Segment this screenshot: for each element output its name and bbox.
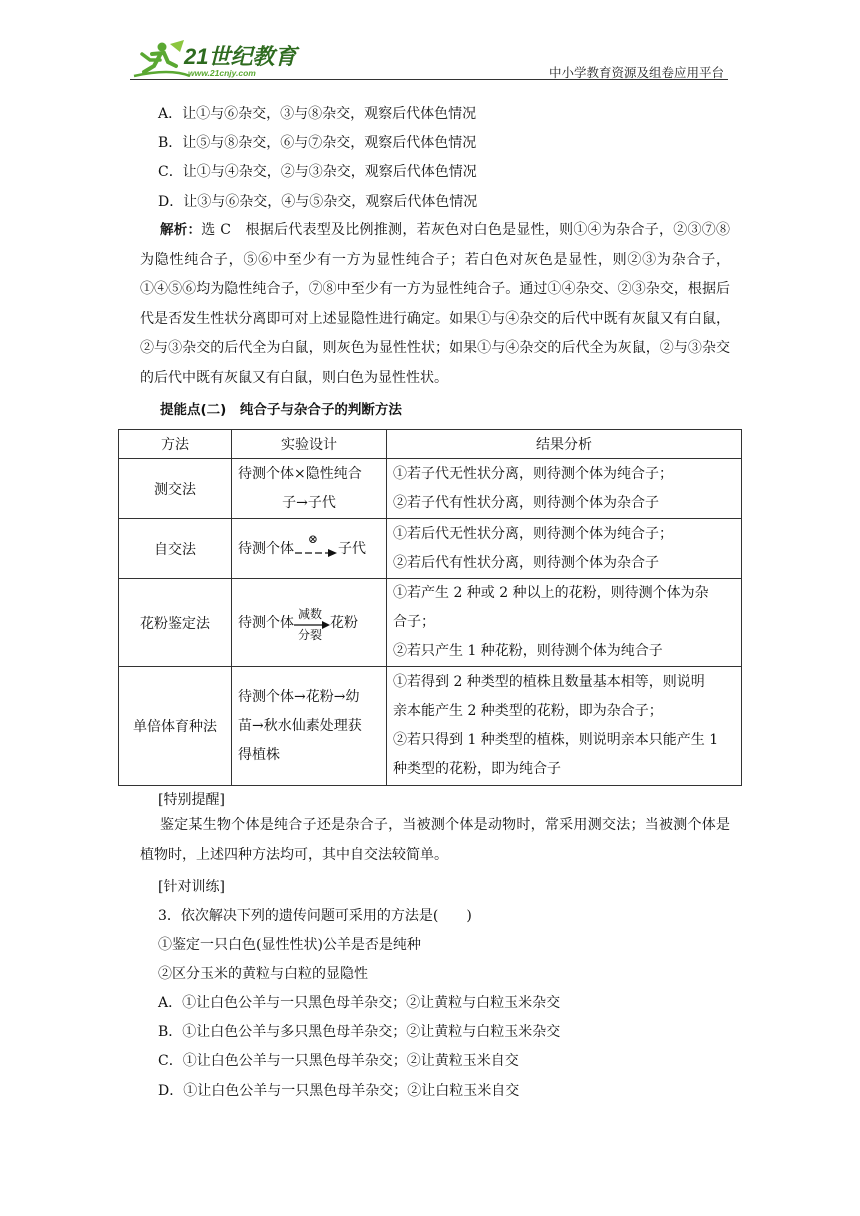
method-table: [118, 429, 742, 786]
selfing-symbol: ⊗: [308, 531, 319, 546]
result-cell: [387, 519, 742, 579]
question3-item-2: ②区分玉米的黄粒与白粒的显隐性: [158, 966, 368, 982]
training-title: [针对训练]: [158, 879, 225, 895]
design-line: 待测个体×隐性纯合: [238, 465, 362, 482]
result-line: 种类型的花粉，即为纯合子: [393, 761, 561, 777]
design-text: 花粉: [330, 614, 358, 631]
meiosis-label-bottom: 分裂: [298, 627, 323, 642]
design-line: 子→子代: [282, 494, 336, 511]
section-title: 提能点(二) 纯合子与杂合子的判断方法: [160, 402, 402, 418]
question3-option-c: C．①让白色公羊与一只黑色母羊杂交；②让黄粒玉米自交: [158, 1053, 519, 1069]
meiosis-arrow: [294, 605, 330, 641]
result-line: 合子；: [393, 614, 435, 630]
analysis-paragraph: [140, 216, 730, 393]
result-cell: [387, 459, 742, 519]
option-b: B．让⑤与⑧杂交，⑥与⑦杂交，观察后代体色情况: [158, 135, 477, 151]
design-text: 待测个体: [238, 540, 294, 557]
header-method: 方法: [119, 430, 232, 459]
logo-url-text: www.21cnjy.com: [188, 68, 256, 78]
design-text: 子代: [338, 540, 366, 557]
result-line: ①若子代无性状分离，则待测个体为纯合子；: [393, 465, 673, 482]
page-header: [130, 38, 728, 82]
method-cell: 自交法: [119, 519, 232, 579]
platform-name: 中小学教育资源及组卷应用平台: [548, 65, 724, 80]
option-c: C．让①与④杂交，②与③杂交，观察后代体色情况: [158, 164, 477, 180]
question3-option-d: D．①让白色公羊与一只黑色母羊杂交；②让白粒玉米自交: [158, 1083, 520, 1099]
design-line: 待测个体→花粉→幼: [238, 688, 360, 705]
table-row: [119, 667, 742, 786]
design-cell: [232, 579, 387, 667]
tip-paragraph: [140, 811, 730, 870]
table-row: [119, 519, 742, 579]
design-line: 得植株: [238, 746, 280, 763]
logo-21cnjy: [130, 38, 300, 82]
table-row: [119, 459, 742, 519]
result-line: ①若后代无性状分离，则待测个体为纯合子；: [393, 525, 673, 542]
result-line: ①若得到 2 种类型的植株且数量基本相等，则说明: [393, 674, 705, 690]
result-line: 亲本能产生 2 种类型的花粉，即为杂合子；: [393, 703, 663, 719]
design-line: 苗→秋水仙素处理获: [238, 717, 362, 734]
result-cell: [387, 579, 742, 667]
result-line: ②若后代有性状分离，则待测个体为杂合子: [393, 554, 659, 571]
design-text: 待测个体: [238, 614, 294, 631]
design-cell: [232, 667, 387, 786]
header-design: 实验设计: [232, 430, 387, 459]
header-result: 结果分析: [387, 430, 742, 459]
question3-stem: 3．依次解决下列的遗传问题可采用的方法是( ): [158, 908, 472, 924]
tip-title: [特别提醒]: [158, 792, 225, 808]
design-cell: [232, 519, 387, 579]
option-d: D．让③与⑥杂交，④与⑤杂交，观察后代体色情况: [158, 194, 478, 210]
result-line: ②若只产生 1 种花粉，则待测个体为纯合子: [393, 643, 663, 659]
question3-item-1: ①鉴定一只白色(显性性状)公羊是否是纯种: [158, 937, 421, 953]
meiosis-label-top: 减数: [298, 606, 323, 621]
method-cell: 单倍体育种法: [119, 667, 232, 786]
analysis-text: 选 C 根据后代表型及比例推测，若灰色对白色是显性，则①④为杂合子，②③⑦⑧为隐性纯合子，⑤⑥中至少有一方为显性纯合子；若白色对灰色是显性，则②③为杂合子，①④⑤⑥均为隐性纯合子，⑦⑧中至少有一方为显性纯合子。通过①④杂交、②③杂交，根据后代是否发生性状分离即可对上述显隐性进行确定。如果①与④杂交的后代中既有灰鼠又有白鼠，②与③杂交的后代全为白鼠，则灰色为显性性状；如果①与④杂交的后代全为灰鼠，②与③杂交的后代中既有灰鼠又有白鼠，则白色为显性性状。: [140, 222, 730, 386]
selfing-arrow: [294, 531, 338, 564]
question3-option-b: B．①让白色公羊与多只黑色母羊杂交；②让黄粒与白粒玉米杂交: [158, 1024, 561, 1040]
logo-text: 21世纪教育: [184, 44, 297, 69]
question3-option-a: A．①让白色公羊与一只黑色母羊杂交；②让黄粒与白粒玉米杂交: [158, 995, 561, 1011]
table-row: [119, 579, 742, 667]
method-cell: 测交法: [119, 459, 232, 519]
table-header-row: [119, 430, 742, 459]
result-line: ②若只得到 1 种类型的植株，则说明亲本只能产生 1: [393, 732, 719, 748]
tip-text: 鉴定某生物个体是纯合子还是杂合子，当被测个体是动物时，常采用测交法；当被测个体是植物时，上述四种方法均可，其中自交法较简单。: [140, 817, 730, 863]
result-cell: [387, 667, 742, 786]
arrow-icon: [294, 548, 338, 558]
result-line: ②若子代有性状分离，则待测个体为杂合子: [393, 494, 659, 511]
analysis-label: 解析：: [160, 222, 202, 238]
option-a: A．让①与⑥杂交，③与⑧杂交，观察后代体色情况: [158, 106, 477, 122]
design-cell: [232, 459, 387, 519]
header-divider: [130, 79, 728, 80]
method-cell: 花粉鉴定法: [119, 579, 232, 667]
result-line: ①若产生 2 种或 2 种以上的花粉，则待测个体为杂: [393, 585, 709, 601]
